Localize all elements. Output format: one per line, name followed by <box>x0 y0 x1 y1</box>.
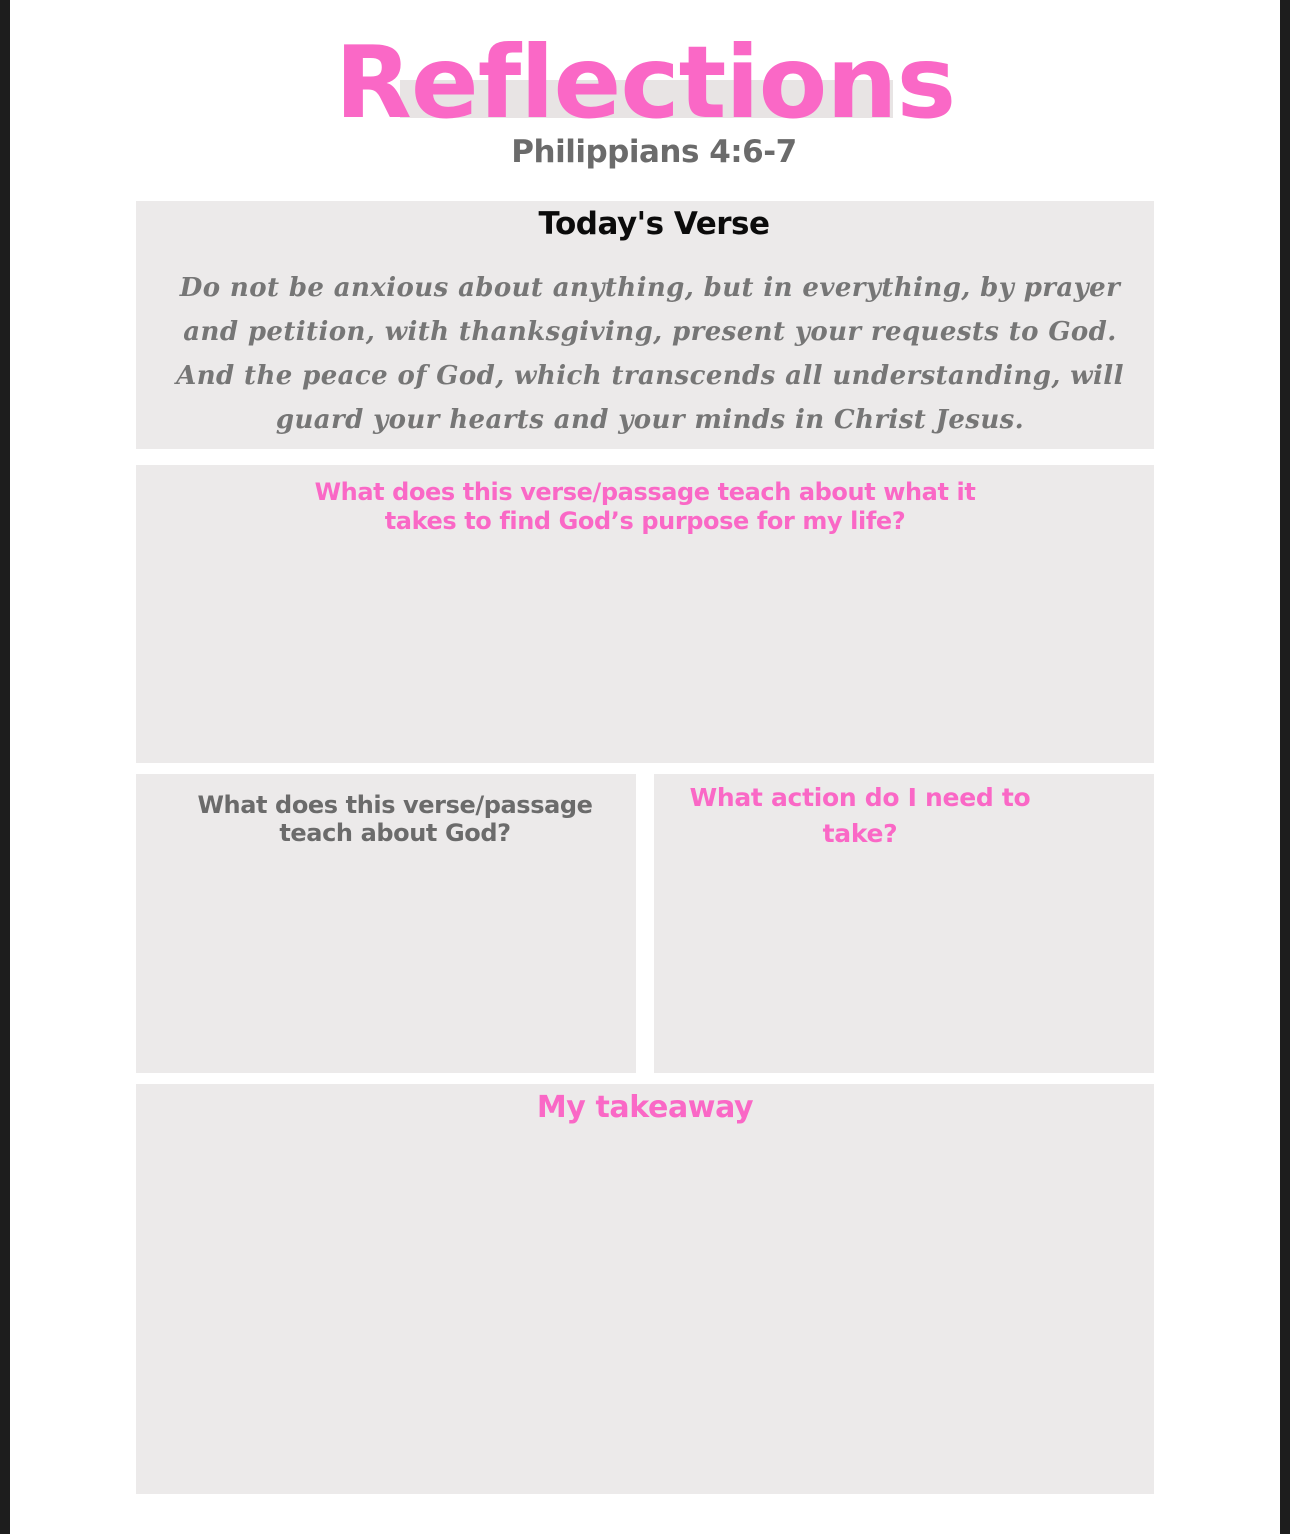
purpose-prompt-line: takes to find God’s purpose for my life? <box>384 507 906 535</box>
takeaway-answer-area[interactable] <box>136 1084 1154 1494</box>
action-prompt-line: take? <box>822 819 898 848</box>
verse-line: guard your hearts and your minds in Christ Jesus. <box>275 405 1025 435</box>
purpose-prompt-line: What does this verse/passage teach about what it <box>314 478 976 506</box>
about-god-prompt-line: teach about God? <box>279 819 511 847</box>
action-prompt-line: What action do I need to <box>689 783 1031 812</box>
about-god-prompt <box>160 791 630 847</box>
action-prompt <box>680 780 1040 852</box>
purpose-prompt <box>250 478 1040 536</box>
page-title: Reflections <box>334 24 956 141</box>
verse-line: Do not be anxious about anything, but in everything, by prayer <box>179 273 1121 303</box>
verse-line: And the peace of God, which transcends all understanding, will <box>176 361 1124 391</box>
takeaway-heading: My takeaway <box>536 1090 754 1125</box>
verse-text <box>150 266 1150 442</box>
todays-verse-heading: Today's Verse <box>538 206 770 242</box>
about-god-prompt-line: What does this verse/passage <box>197 791 593 819</box>
verse-line: and petition, with thanksgiving, present your requests to God. <box>183 317 1117 347</box>
title-container <box>0 24 1290 141</box>
scripture-reference: Philippians 4:6-7 <box>511 134 797 170</box>
